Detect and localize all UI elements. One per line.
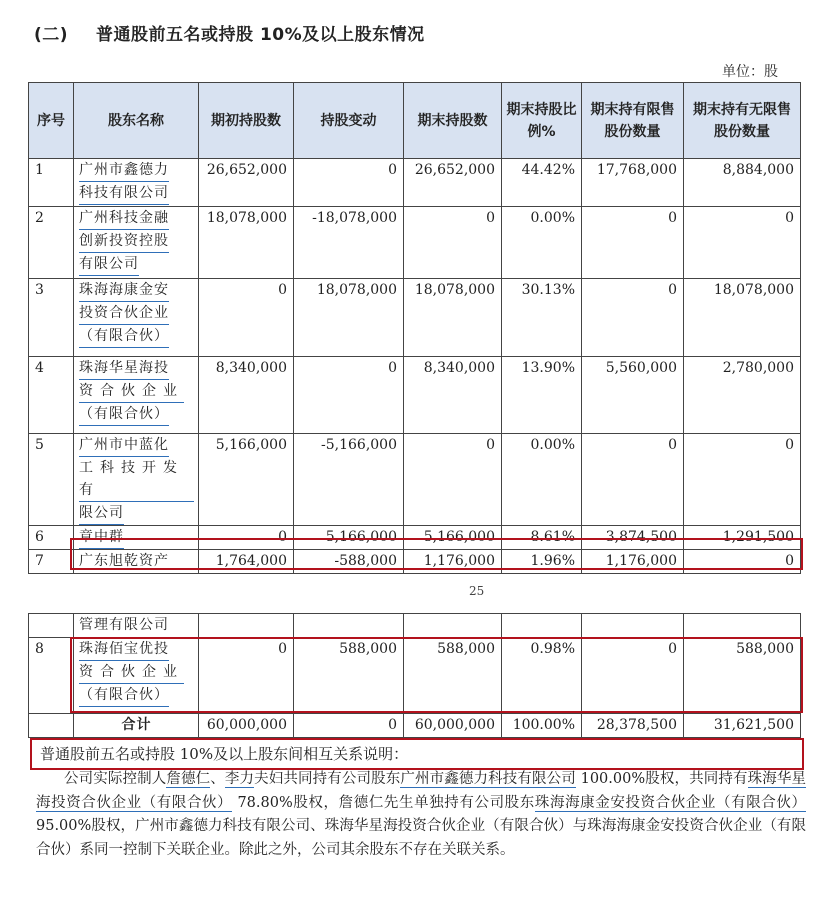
table-header-row (29, 83, 801, 159)
table-row (29, 434, 801, 526)
header-end: 期末持股数 (404, 83, 502, 159)
row-restricted: 3,874,500 (582, 526, 684, 550)
table-row (29, 550, 801, 574)
name-line: 投资合伙企业 (79, 302, 169, 325)
total-label: 合计 (74, 714, 199, 738)
name-line: （有限合伙） (79, 403, 169, 426)
row-unrestricted: 0 (684, 434, 801, 526)
para-underlined: 詹德仁 (166, 771, 211, 787)
continued-name: 管理有限公司 (74, 614, 199, 638)
row-shareholder-name (74, 279, 199, 357)
unit-label: 单位：股 (722, 64, 778, 80)
name-line: 工科技开发有 (79, 457, 194, 502)
para-text: 、 (210, 771, 225, 787)
relationship-title: 普通股前五名或持股 10%及以上股东间相互关系说明： (40, 745, 409, 763)
row-shareholder-name (74, 526, 199, 550)
total-unrestricted: 31,621,500 (684, 714, 801, 738)
row8-ratio: 0.98% (502, 638, 582, 714)
name-line: 科技有限公司 (79, 182, 169, 205)
row-ratio: 0.00% (502, 207, 582, 279)
table-row (29, 207, 801, 279)
table-row (29, 279, 801, 357)
row-seq: 6 (29, 526, 74, 550)
row-begin: 26,652,000 (199, 159, 294, 207)
table-row (29, 159, 801, 207)
row-change: 0 (294, 159, 404, 207)
row-begin: 1,764,000 (199, 550, 294, 574)
header-begin: 期初持股数 (199, 83, 294, 159)
row-restricted: 0 (582, 434, 684, 526)
page-number: 25 (469, 584, 485, 598)
relationship-paragraph (36, 768, 806, 862)
name-line: 珠海海康金安 (79, 279, 169, 302)
name-line: 广州市中蓝化 (79, 434, 169, 457)
row-ratio: 13.90% (502, 357, 582, 434)
row-begin: 8,340,000 (199, 357, 294, 434)
row-end: 5,166,000 (404, 526, 502, 550)
row-seq: 3 (29, 279, 74, 357)
name-line: （有限合伙） (79, 325, 169, 348)
row8-end: 588,000 (404, 638, 502, 714)
row-shareholder-name (74, 159, 199, 207)
para-text: 95.00%股权，广州市鑫德力科技有限公司、珠海华星海投资合伙企业（有限合伙）与珠海海康金安投资合伙企业（有限合伙）系同一控制下关联企业。除此之外，公司其余股东不存在关联关系。 (36, 818, 806, 858)
name-line: 章中群 (79, 526, 124, 549)
row-seq: 4 (29, 357, 74, 434)
row-unrestricted: 0 (684, 550, 801, 574)
row8-seq: 8 (29, 638, 74, 714)
para-text: 100.00%股权，共同持有 (575, 771, 748, 787)
row8-change: 588,000 (294, 638, 404, 714)
total-change: 0 (294, 714, 404, 738)
name-line: 珠海华星海投 (79, 357, 169, 380)
header-seq: 序号 (29, 83, 74, 159)
row-end: 18,078,000 (404, 279, 502, 357)
row-change: 5,166,000 (294, 526, 404, 550)
name-line: 有限公司 (79, 253, 139, 276)
row-seq: 7 (29, 550, 74, 574)
row-change: -5,166,000 (294, 434, 404, 526)
section-title-text: 普通股前五名或持股 10%及以上股东情况 (96, 25, 425, 45)
total-ratio: 100.00% (502, 714, 582, 738)
para-underlined: 珠海海康金安投资合伙企业（有限合伙） (534, 794, 807, 811)
row-seq: 2 (29, 207, 74, 279)
table-row-continued (29, 614, 801, 638)
row-ratio: 30.13% (502, 279, 582, 357)
name-line: 创新投资控股 (79, 230, 169, 253)
para-underlined: 珠海华星海投资合伙企业（有限合伙） (36, 771, 806, 811)
row-unrestricted: 1,291,500 (684, 526, 801, 550)
row-begin: 18,078,000 (199, 207, 294, 279)
header-restricted: 期末持有限售股份数量 (582, 83, 684, 159)
section-number: (二) (34, 25, 69, 45)
row8-name-line: （有限合伙） (79, 684, 169, 707)
header-change: 持股变动 (294, 83, 404, 159)
row8-name-line: 珠海佰宝优投 (79, 638, 169, 661)
name-line: 广州市鑫德力 (79, 159, 169, 182)
row-shareholder-name (74, 550, 199, 574)
row-unrestricted: 0 (684, 207, 801, 279)
table-total-row (29, 714, 801, 738)
row-restricted: 1,176,000 (582, 550, 684, 574)
header-name: 股东名称 (74, 83, 199, 159)
row-shareholder-name (74, 357, 199, 434)
row-ratio: 44.42% (502, 159, 582, 207)
para-text: 夫妇共同持有公司股东 (254, 771, 401, 787)
shareholder-table-continued (28, 613, 801, 738)
table-row (29, 526, 801, 550)
total-end: 60,000,000 (404, 714, 502, 738)
table-row (29, 357, 801, 434)
row-restricted: 0 (582, 279, 684, 357)
row-begin: 5,166,000 (199, 434, 294, 526)
row-shareholder-name (74, 434, 199, 526)
row-unrestricted: 8,884,000 (684, 159, 801, 207)
row-ratio: 0.00% (502, 434, 582, 526)
table-row-8 (29, 638, 801, 714)
row-shareholder-name (74, 207, 199, 279)
row-ratio: 1.96% (502, 550, 582, 574)
row-begin: 0 (199, 526, 294, 550)
row-end: 0 (404, 434, 502, 526)
name-line: 资合伙企业 (79, 380, 184, 403)
name-line: 广东旭乾资产 (79, 553, 169, 569)
total-begin: 60,000,000 (199, 714, 294, 738)
row-end: 8,340,000 (404, 357, 502, 434)
para-underlined: 广州市鑫德力科技有限公司 (400, 771, 576, 787)
row-seq: 5 (29, 434, 74, 526)
row-change: 0 (294, 357, 404, 434)
row8-restricted: 0 (582, 638, 684, 714)
name-line: 限公司 (79, 502, 124, 525)
row-change: 18,078,000 (294, 279, 404, 357)
para-text: 公司实际控制人 (64, 771, 167, 787)
total-restricted: 28,378,500 (582, 714, 684, 738)
section-title (34, 20, 425, 45)
name-line: 广州科技金融 (79, 207, 169, 230)
row-ratio: 8.61% (502, 526, 582, 550)
row-change: -18,078,000 (294, 207, 404, 279)
row8-name (74, 638, 199, 714)
row-seq: 1 (29, 159, 74, 207)
row8-begin: 0 (199, 638, 294, 714)
row8-name-line: 资合伙企业 (79, 661, 184, 684)
row-end: 0 (404, 207, 502, 279)
row-unrestricted: 2,780,000 (684, 357, 801, 434)
para-underlined: 李力 (224, 771, 255, 787)
row-begin: 0 (199, 279, 294, 357)
row-change: -588,000 (294, 550, 404, 574)
header-ratio: 期末持股比例% (502, 83, 582, 159)
shareholder-table (28, 82, 801, 574)
row-unrestricted: 18,078,000 (684, 279, 801, 357)
row-end: 26,652,000 (404, 159, 502, 207)
row-restricted: 0 (582, 207, 684, 279)
row-end: 1,176,000 (404, 550, 502, 574)
header-unrestricted: 期末持有无限售股份数量 (684, 83, 801, 159)
row-restricted: 5,560,000 (582, 357, 684, 434)
row-restricted: 17,768,000 (582, 159, 684, 207)
para-text: 78.80%股权，詹德仁先生单独持有公司股东 (232, 794, 535, 811)
row8-unrestricted: 588,000 (684, 638, 801, 714)
